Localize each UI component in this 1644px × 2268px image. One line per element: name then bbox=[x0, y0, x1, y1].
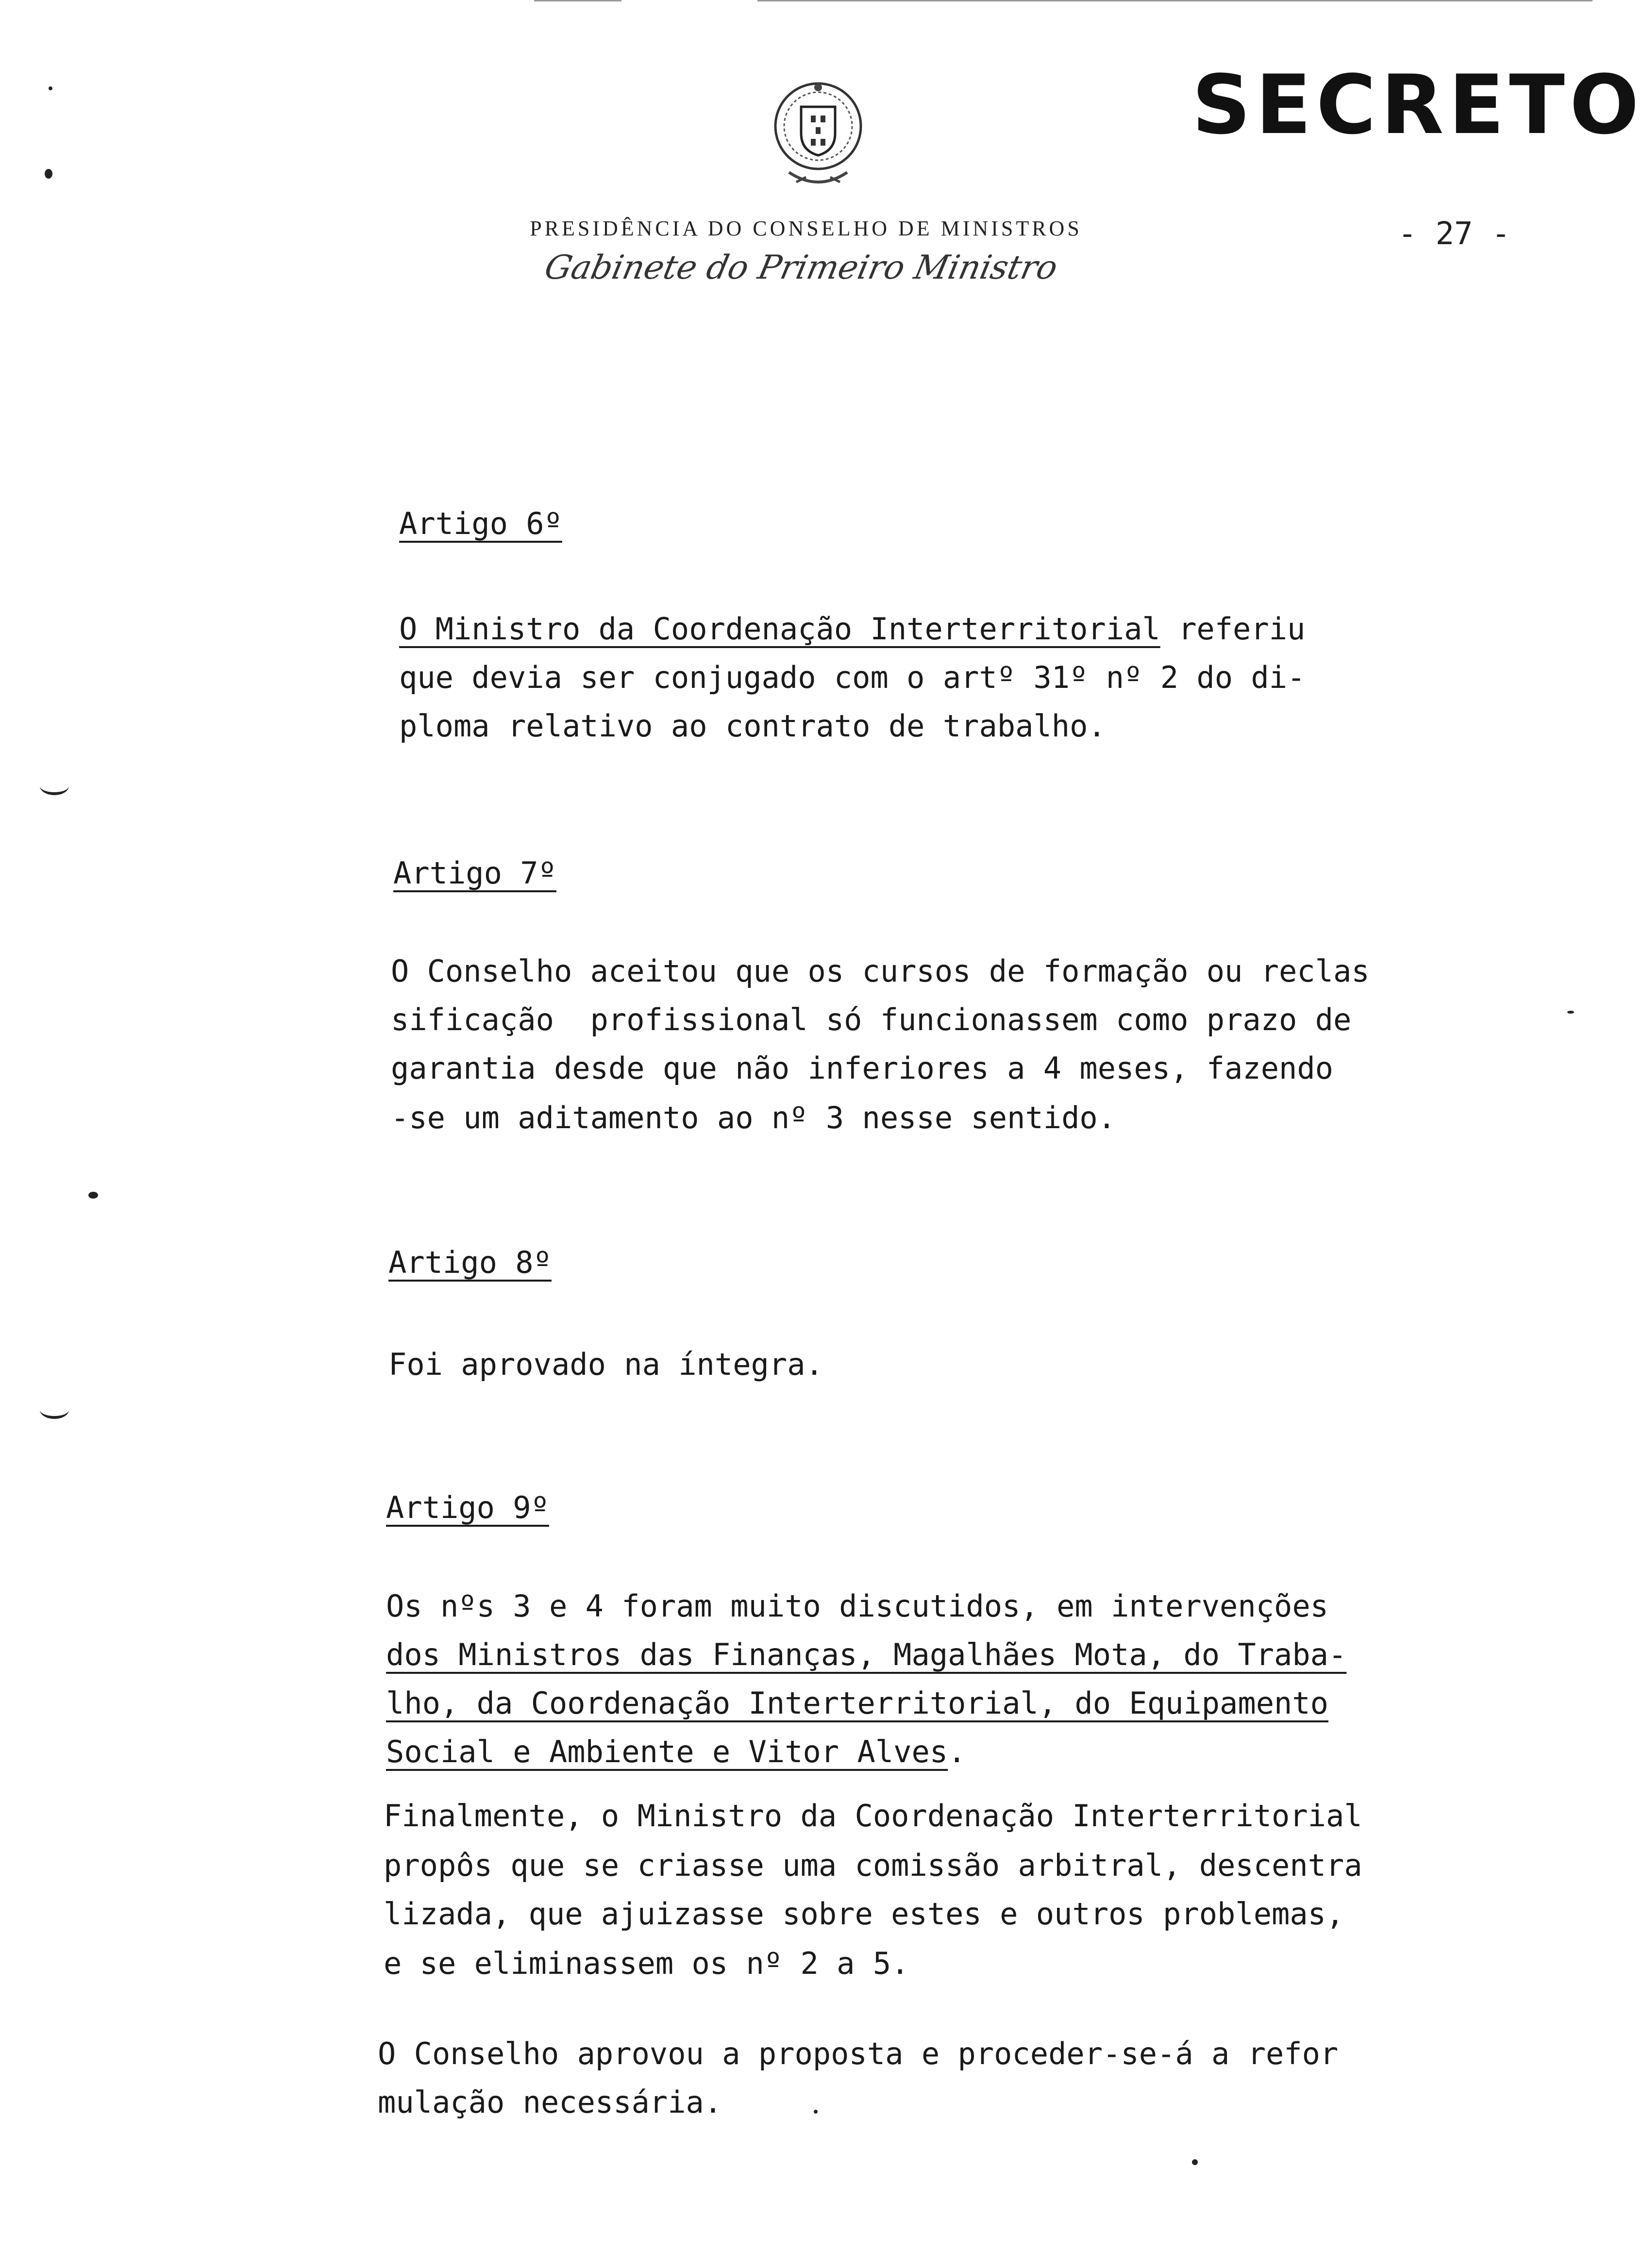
article-7-heading: Artigo 7º bbox=[393, 855, 556, 891]
article-9-heading: Artigo 9º bbox=[386, 1490, 549, 1525]
article-9-ministers: dos Ministros das Finanças, Magalhães Mota, do Traba- bbox=[386, 1637, 1347, 1672]
scan-edge-line bbox=[757, 0, 1593, 1]
coat-of-arms-icon bbox=[760, 73, 876, 199]
article-6-line: ploma relativo ao contrato de trabalho. bbox=[399, 708, 1106, 744]
article-6-line: que devia ser conjugado com o artº 31º nº 2 do di- bbox=[399, 660, 1306, 695]
article-9-line: O Conselho aprovou a proposta e proceder-se-á a refor bbox=[378, 2036, 1339, 2071]
margin-dot bbox=[1567, 1011, 1574, 1014]
article-9-line: e se eliminassem os nº 2 a 5. bbox=[384, 1946, 909, 1981]
margin-dot bbox=[49, 86, 52, 90]
margin-mark bbox=[40, 777, 69, 795]
article-8-line: Foi aprovado na íntegra. bbox=[388, 1347, 823, 1382]
article-7-line: -se um aditamento ao nº 3 nesse sentido. bbox=[391, 1100, 1116, 1135]
article-7-line: garantia desde que não inferiores a 4 meses, fazendo bbox=[391, 1051, 1334, 1086]
article-9-line: propôs que se criasse uma comissão arbitral, descentra bbox=[384, 1848, 1362, 1883]
article-6-minister: O Ministro da Coordenação Interterritorial bbox=[399, 611, 1160, 647]
page-number: - 27 - bbox=[1398, 216, 1510, 252]
article-9-ministers: Social e Ambiente e Vitor Alves bbox=[386, 1734, 948, 1769]
margin-dot bbox=[88, 1192, 98, 1199]
article-9-line: Os nºs 3 e 4 foram muito discutidos, em intervenções bbox=[386, 1588, 1329, 1624]
article-9-line: Finalmente, o Ministro da Coordenação Interterritorial bbox=[384, 1798, 1362, 1834]
article-7-line: O Conselho aceitou que os cursos de formação ou reclas bbox=[391, 953, 1370, 989]
letterhead-cabinet: Gabinete do Primeiro Ministro bbox=[541, 249, 1061, 287]
margin-dot bbox=[1192, 2159, 1198, 2165]
scan-edge-line bbox=[534, 0, 621, 1]
article-8-heading: Artigo 8º bbox=[388, 1245, 552, 1280]
article-9-line: Social e Ambiente e Vitor Alves. bbox=[386, 1734, 966, 1769]
article-9-line: lizada, que ajuizasse sobre estes e outros problemas, bbox=[384, 1896, 1344, 1932]
article-6-heading: Artigo 6º bbox=[399, 506, 562, 541]
margin-mark bbox=[40, 1401, 69, 1419]
letterhead-office: PRESIDÊNCIA DO CONSELHO DE MINISTROS bbox=[530, 217, 1082, 240]
classification-stamp: SECRETO bbox=[1192, 57, 1644, 152]
article-9-line: mulação necessária. bbox=[378, 2085, 722, 2120]
margin-dot bbox=[45, 169, 52, 179]
article-9-ministers: lho, da Coordenação Interterritorial, do Equipamento bbox=[386, 1685, 1329, 1721]
article-6-text: O Ministro da Coordenação Interterritorial referiu bbox=[399, 611, 1306, 647]
article-7-line: sificação profissional só funcionassem como prazo de bbox=[391, 1002, 1352, 1037]
margin-dot bbox=[814, 2110, 818, 2114]
